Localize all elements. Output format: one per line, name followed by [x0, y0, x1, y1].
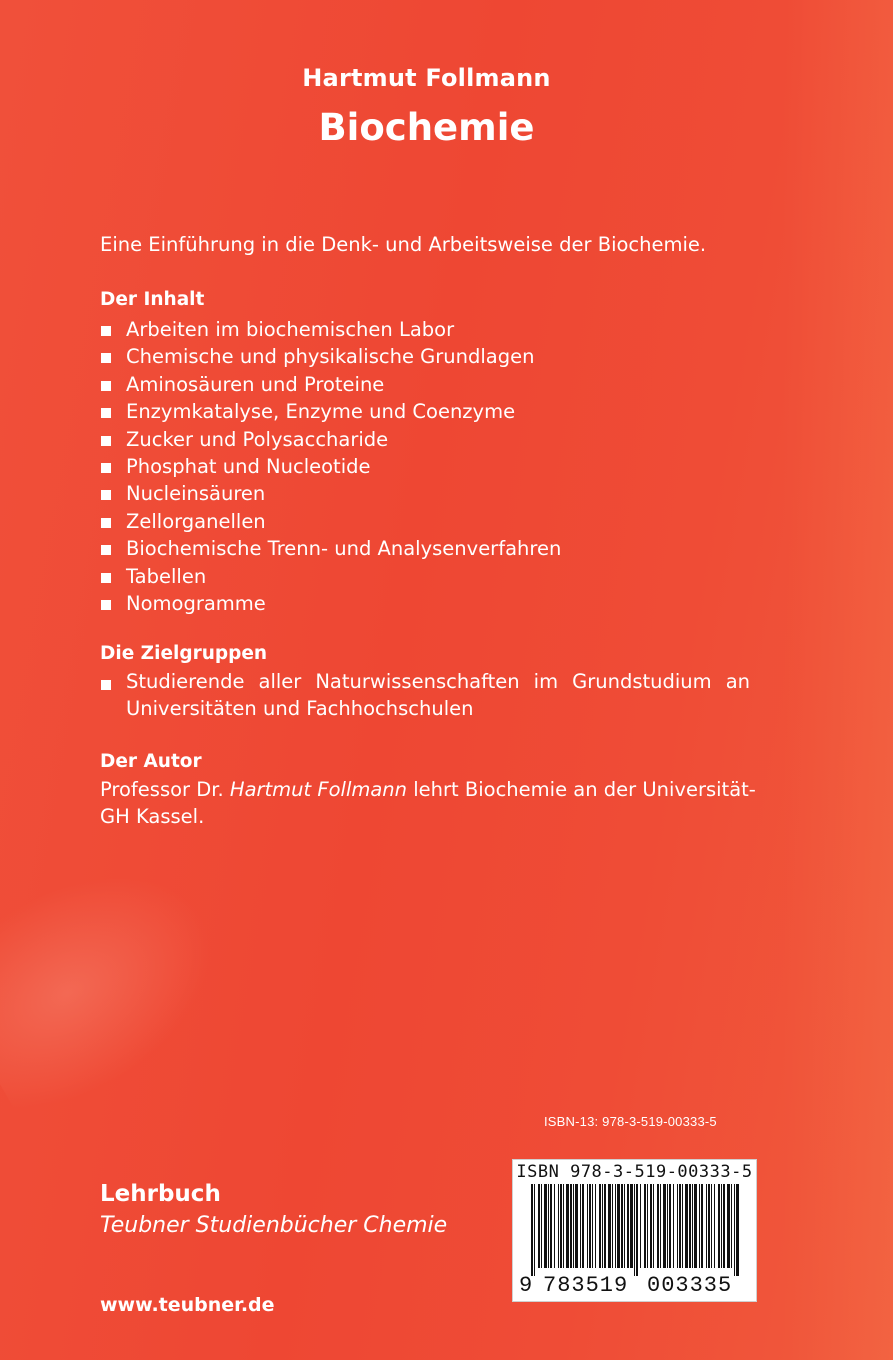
- barcode-bar: [612, 1184, 613, 1268]
- bullet-icon: [101, 436, 111, 446]
- autor-name-italic: Hartmut Follmann: [229, 778, 408, 801]
- inhalt-heading: Der Inhalt: [100, 289, 205, 310]
- barcode-bar: [734, 1184, 735, 1276]
- barcode-bar: [689, 1184, 691, 1268]
- list-item: Zucker und Polysaccharide: [100, 426, 561, 453]
- lehrbuch-label: Lehrbuch: [100, 1181, 221, 1207]
- barcode-bar: [575, 1184, 578, 1268]
- barcode-bar: [558, 1184, 559, 1268]
- bullet-icon: [101, 408, 111, 418]
- isbn-barcode: ISBN 978-3-519-00333-5 9 783519 003335: [512, 1159, 757, 1302]
- isbn-label: ISBN-13: 978-3-519-00333-5: [544, 1114, 717, 1129]
- zielgruppen-text: Studierende aller Naturwissenschaften im Grundstudium an Universitäten und Fachhochschulen: [126, 670, 750, 720]
- list-item: Nucleinsäuren: [100, 480, 561, 507]
- bullet-icon: [101, 463, 111, 473]
- barcode-bar: [630, 1184, 633, 1268]
- barcode-bar: [727, 1184, 730, 1268]
- barcode-bar: [544, 1184, 547, 1268]
- barcode-bar: [640, 1184, 641, 1268]
- author-name: Hartmut Follmann: [302, 64, 551, 92]
- bullet-icon: [101, 573, 111, 583]
- zielgruppen-heading: Die Zielgruppen: [100, 643, 268, 664]
- bullet-icon: [101, 680, 111, 690]
- barcode-bar: [595, 1184, 596, 1268]
- bullet-icon: [101, 545, 111, 555]
- barcode-bar: [602, 1184, 603, 1268]
- barcode-bar: [685, 1184, 688, 1268]
- barcode-bar: [682, 1184, 683, 1268]
- barcode-bar: [538, 1184, 540, 1268]
- barcode-bar: [699, 1184, 700, 1268]
- list-item: Enzymkatalyse, Enzyme und Coenzyme: [100, 398, 561, 425]
- barcode-bar: [663, 1184, 666, 1268]
- barcode-bar: [644, 1184, 646, 1268]
- barcode-bar: [570, 1184, 572, 1268]
- barcode-bar: [721, 1184, 722, 1268]
- list-item: Biochemische Trenn- und Analysenverfahren: [100, 535, 561, 562]
- inhalt-list: [100, 316, 561, 617]
- bullet-icon: [101, 326, 111, 336]
- barcode-bar: [679, 1184, 681, 1268]
- barcode-bar: [582, 1184, 584, 1268]
- barcode-bar: [541, 1184, 542, 1268]
- barcode-bar: [592, 1184, 593, 1268]
- barcode-bar: [634, 1184, 635, 1276]
- barcode-bar: [736, 1184, 739, 1276]
- light-streak: [0, 828, 253, 1131]
- barcode-bar: [548, 1184, 549, 1268]
- barcode-bar: [604, 1184, 606, 1268]
- autor-heading: Der Autor: [100, 751, 202, 772]
- barcode-bar: [608, 1184, 611, 1268]
- barcode-bar: [660, 1184, 661, 1268]
- barcode-bar: [647, 1184, 648, 1268]
- barcode-bar: [617, 1184, 620, 1268]
- barcode-bar: [669, 1184, 671, 1268]
- barcode-bar: [694, 1184, 697, 1268]
- barcode-bar: [667, 1184, 668, 1268]
- zielgruppen-item: [100, 668, 750, 722]
- list-item: Chemische und physikalische Grundlagen: [100, 343, 561, 370]
- barcode-bar: [706, 1184, 707, 1268]
- barcode-bar: [701, 1184, 703, 1268]
- barcode-bar: [615, 1184, 616, 1268]
- barcode-bar: [624, 1184, 625, 1268]
- barcode-bar: [714, 1184, 715, 1268]
- list-item: Tabellen: [100, 563, 561, 590]
- barcode-bar: [657, 1184, 659, 1268]
- website-link[interactable]: www.teubner.de: [100, 1294, 275, 1316]
- barcode-bar: [723, 1184, 725, 1268]
- barcode-bar: [580, 1184, 581, 1268]
- barcode-bar: [589, 1184, 591, 1268]
- spine-shade: [783, 0, 893, 1360]
- barcode-bar: [563, 1184, 564, 1268]
- barcode-isbn-text: ISBN 978-3-519-00333-5: [516, 1162, 753, 1182]
- barcode-bar: [587, 1184, 588, 1268]
- barcode-bar: [692, 1184, 693, 1268]
- barcode-bar: [650, 1184, 652, 1268]
- barcode-bar: [573, 1184, 574, 1268]
- barcode-bar: [708, 1184, 710, 1268]
- bullet-icon: [101, 490, 111, 500]
- list-item: Phosphat und Nucleotide: [100, 453, 561, 480]
- barcode-bar: [534, 1184, 535, 1276]
- book-title: Biochemie: [318, 106, 535, 149]
- list-item: Aminosäuren und Proteine: [100, 371, 561, 398]
- barcode-bar: [718, 1184, 720, 1268]
- barcode-bar: [673, 1184, 674, 1268]
- barcode-bar: [599, 1184, 601, 1268]
- list-item: Arbeiten im biochemischen Labor: [100, 316, 561, 343]
- intro-text: Eine Einführung in die Denk- und Arbeitsweise der Biochemie.: [100, 233, 707, 256]
- barcode-bars: [521, 1184, 748, 1276]
- list-item: Nomogramme: [100, 590, 561, 617]
- barcode-bar: [621, 1184, 623, 1268]
- autor-text: Professor Dr. Hartmut Follmann lehrt Biochemie an der Universität-GH Kassel.: [100, 778, 756, 828]
- barcode-bar: [711, 1184, 712, 1268]
- series-title: Teubner Studienbücher Chemie: [100, 1213, 448, 1238]
- barcode-bar: [531, 1184, 533, 1276]
- barcode-bar: [731, 1184, 732, 1268]
- barcode-bar: [636, 1184, 638, 1276]
- barcode-bar: [566, 1184, 569, 1268]
- bullet-icon: [101, 518, 111, 528]
- barcode-bar: [554, 1184, 555, 1268]
- bullet-icon: [101, 600, 111, 610]
- bullet-icon: [101, 353, 111, 363]
- bullet-icon: [101, 381, 111, 391]
- list-item: Zellorganellen: [100, 508, 561, 535]
- barcode-bar: [550, 1184, 552, 1268]
- barcode-bar: [560, 1184, 562, 1268]
- barcode-bar: [627, 1184, 629, 1268]
- barcode-bar: [653, 1184, 654, 1268]
- barcode-bar: [677, 1184, 678, 1268]
